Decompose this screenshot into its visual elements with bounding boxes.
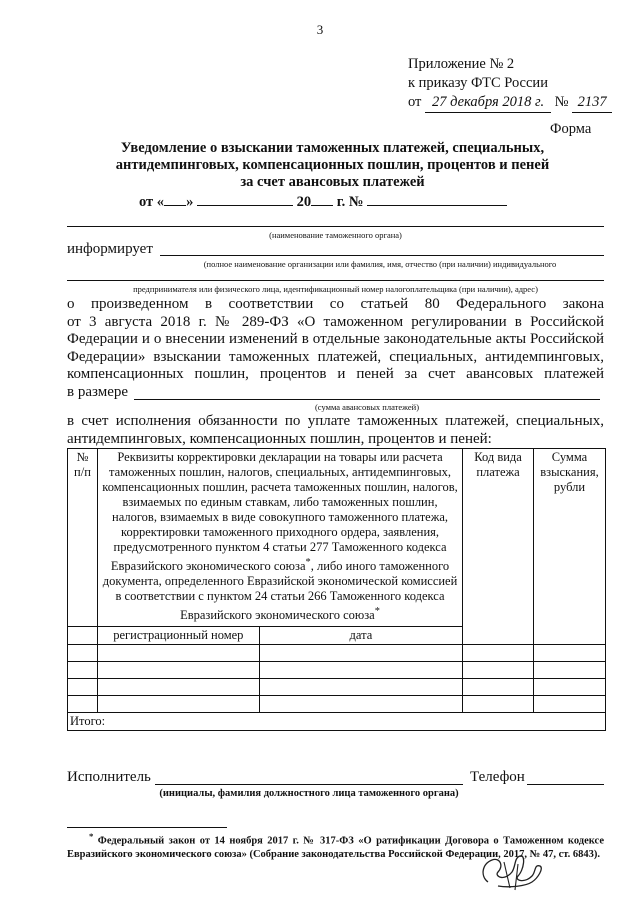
customs-body-field[interactable] [67, 226, 604, 227]
header-sum: Сумма взыскания, рубли [534, 449, 606, 645]
footnote-mark: * [305, 557, 311, 568]
paragraph-line: о произведенном в соответствии со статьей 80 Федерального закона [67, 296, 604, 312]
table-row [68, 645, 606, 662]
cell[interactable] [463, 696, 534, 713]
notice-date-line [139, 194, 507, 211]
appendix-order: к приказу ФТС России [408, 75, 548, 91]
cell[interactable] [259, 679, 462, 696]
form-label: Форма [550, 121, 592, 137]
table-total-row [68, 713, 606, 731]
cell[interactable] [68, 696, 98, 713]
date-close: » [186, 194, 194, 210]
org-name-caption-cont: предпринимателя или физического лица, идентификационный номер налогоплательщика (при наличии), адрес) [133, 284, 538, 294]
cell[interactable] [259, 662, 462, 679]
cell[interactable] [97, 645, 259, 662]
table-row [68, 679, 606, 696]
cell[interactable] [97, 662, 259, 679]
table-header-row [68, 449, 606, 627]
cell[interactable] [463, 645, 534, 662]
appendix-title: Приложение № 2 [408, 56, 515, 72]
cell[interactable] [463, 679, 534, 696]
org-name-field-2[interactable] [67, 280, 604, 281]
title-line-2: антидемпинговых, компенсационных пошлин, процентов и пеней [115, 157, 550, 173]
footnote-mark: * [374, 606, 380, 618]
customs-body-caption: (наименование таможенного органа) [269, 230, 402, 240]
cell[interactable] [68, 645, 98, 662]
page-number: 3 [316, 22, 324, 37]
appendix-number-sign: № [554, 94, 569, 110]
paragraph2-line: в счет исполнения обязанности по уплате таможенных платежей, специальных, [67, 413, 604, 429]
cell[interactable] [68, 679, 98, 696]
cell[interactable] [259, 645, 462, 662]
appendix-date-line [408, 93, 612, 113]
appendix-number: 2137 [572, 93, 612, 113]
phone-field[interactable] [527, 784, 604, 785]
advance-sum-caption: (сумма авансовых платежей) [314, 402, 420, 412]
subheader-reg-number: регистрационный номер [97, 627, 259, 645]
footnote-line: Евразийского экономического союза» (Собрание законодательства Российской Федерации, 2017, № 47, ст. 6843). [67, 848, 600, 860]
document-title [60, 140, 605, 191]
year-field[interactable] [311, 205, 333, 206]
paragraph-line: от 3 августа 2018 г. № 289-ФЗ «О таможенном регулировании в Российской [67, 313, 604, 330]
year-prefix: 20 [296, 194, 312, 210]
paragraph2-line: антидемпинговых, компенсационных пошлин, процентов и пеней: [67, 430, 492, 447]
subheader-empty [68, 627, 98, 645]
month-field[interactable] [197, 205, 293, 206]
header-num: № п/п [68, 449, 98, 627]
footnote-mark: * [89, 831, 94, 841]
org-name-field[interactable] [160, 255, 604, 256]
notice-number-field[interactable] [367, 205, 507, 206]
paragraph-line-amount: в размере [67, 383, 129, 400]
payments-table [67, 448, 606, 731]
cell[interactable] [534, 679, 606, 696]
cell[interactable] [97, 696, 259, 713]
executor-field[interactable] [155, 784, 463, 785]
cell[interactable] [534, 662, 606, 679]
officer-caption: (инициалы, фамилия должностного лица таможенного органа) [159, 788, 459, 799]
footnote-divider [67, 827, 227, 828]
cell[interactable] [534, 696, 606, 713]
day-field[interactable] [164, 205, 186, 206]
table-row [68, 662, 606, 679]
paragraph-line: Федерации» взыскании таможенных платежей, специальных, антидемпинговых, [67, 348, 604, 365]
cell[interactable] [534, 645, 606, 662]
appendix-from: от [408, 94, 422, 110]
phone-label: Телефон [470, 769, 525, 785]
title-line-3: за счет авансовых платежей [240, 174, 425, 190]
total-label: Итого: [68, 713, 606, 731]
org-name-caption: (полное наименование организации или фамилия, имя, отчество (при наличии) индивидуального [203, 259, 557, 269]
header-details-text-cont: , либо иного таможенного документа, определенного Евразийской экономической комиссией в соответствии с пунктом 24 статьи 266 Таможенного кодекса Евразийского экономического союза [102, 559, 458, 623]
advance-sum-field[interactable] [134, 399, 600, 400]
cell[interactable] [97, 679, 259, 696]
header-details [97, 449, 462, 627]
cell[interactable] [259, 696, 462, 713]
subheader-date: дата [259, 627, 462, 645]
signature-icon [474, 842, 549, 894]
number-prefix: г. № [336, 194, 364, 210]
executor-label: Исполнитель [67, 769, 151, 785]
paragraph-line: компенсационных пошлин, процентов и пеней за счет авансовых платежей [67, 366, 604, 382]
date-open: от « [139, 194, 165, 210]
paragraph-line: Федерации и о внесении изменений в отдельные законодательные акты Российской [67, 331, 604, 347]
second-paragraph [67, 413, 604, 448]
appendix-date: 27 декабря 2018 г. [425, 93, 551, 113]
header-details-text: Реквизиты корректировки декларации на товары или расчета таможенных пошлин, налогов, специальных, антидемпинговых, компенсационных пошлин, расчета таможенных пошлин, налогов, взимаемых по единым ставкам, либо таможенных пошлин, налогов, взимаемых в виде совокупного таможенного платежа, корректировки таможенного приходного ордера, заявления, предусмотренного пунктом 4 статьи 277 Таможенного кодекса Евразийского экономического союза [102, 450, 458, 574]
header-payment-code: Код вида платежа [463, 449, 534, 645]
table-row [68, 696, 606, 713]
cell[interactable] [463, 662, 534, 679]
informs-label: информирует [67, 241, 153, 257]
footnote-line: Федеральный закон от 14 ноября 2017 г. № 317-ФЗ «О ратификации Договора о Таможенном кодексе [97, 835, 605, 847]
main-paragraph [67, 296, 604, 401]
cell[interactable] [68, 662, 98, 679]
title-line-1: Уведомление о взыскании таможенных платежей, специальных, [120, 140, 545, 156]
